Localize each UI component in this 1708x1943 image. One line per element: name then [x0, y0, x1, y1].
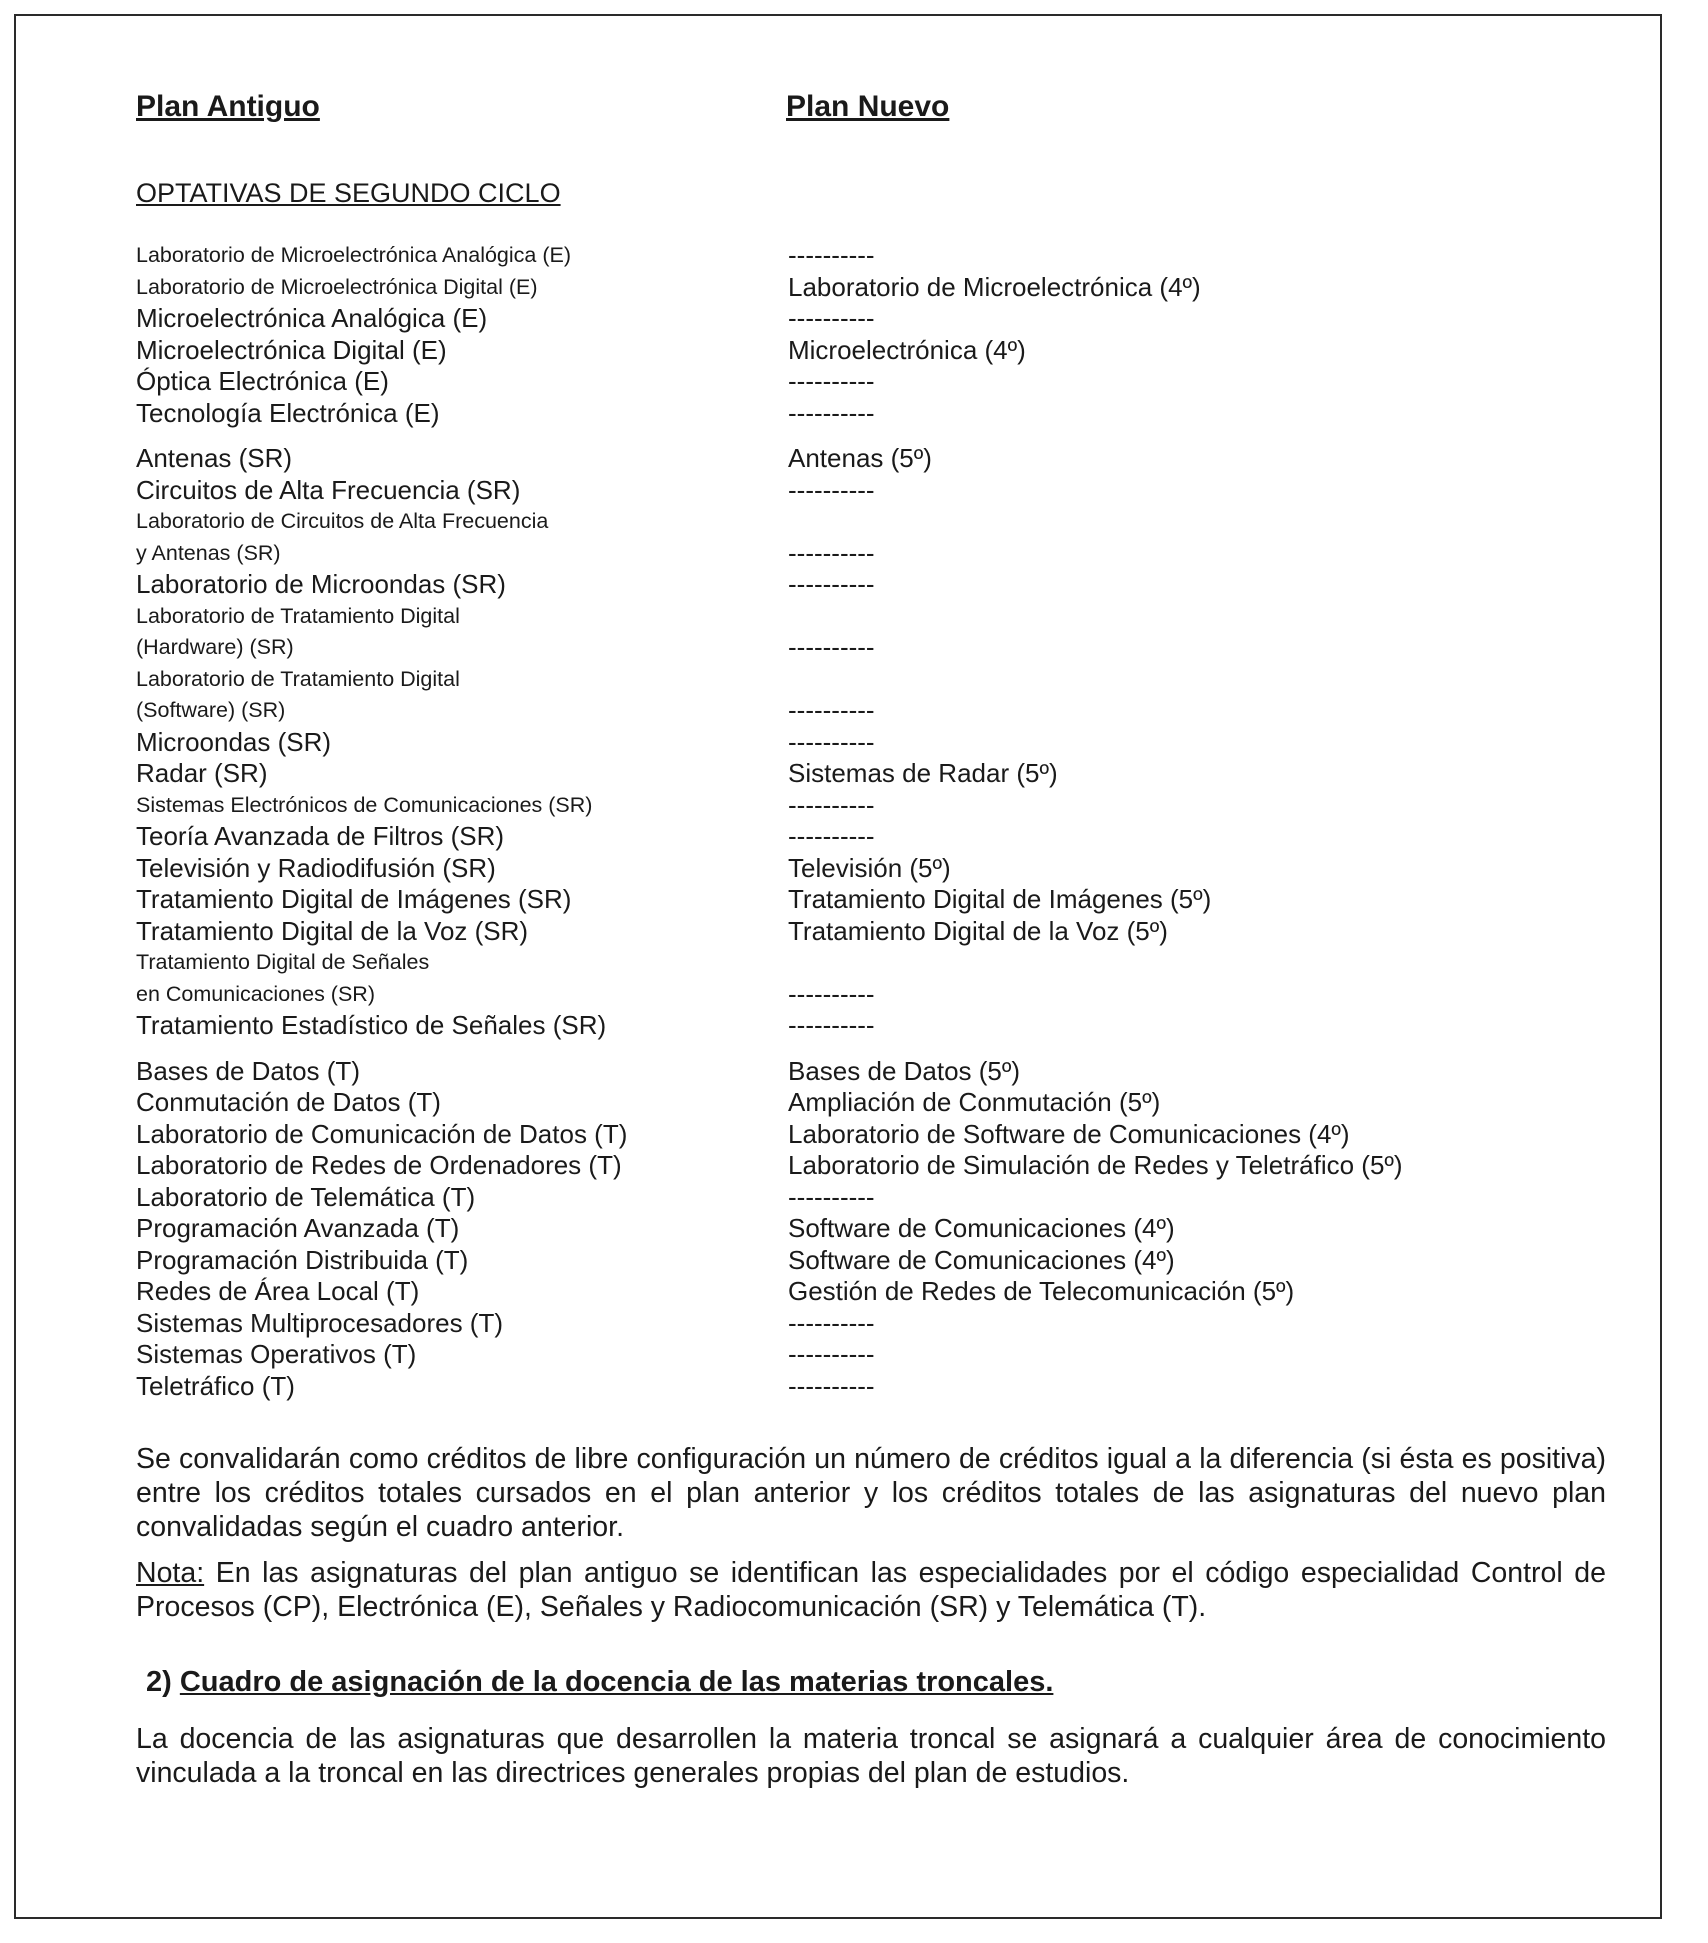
old-subject: Televisión y Radiodifusión (SR)	[136, 852, 496, 883]
table-row	[136, 1276, 1616, 1308]
new-subject: Bases de Datos (5º)	[788, 1055, 1021, 1086]
table-row	[136, 475, 1616, 507]
old-subject: Laboratorio de Telemática (T)	[136, 1181, 476, 1212]
table-row	[136, 1308, 1616, 1340]
nota-paragraph	[136, 1556, 1606, 1624]
table-row	[136, 1119, 1616, 1151]
old-subject: Sistemas Multiprocesadores (T)	[136, 1307, 503, 1338]
old-subject: Tratamiento Digital de Señales en Comunicaciones (SR)	[136, 950, 430, 1006]
table-row	[136, 1087, 1616, 1119]
table-row	[136, 272, 1616, 304]
table-row	[136, 727, 1616, 759]
new-plan-header: Plan Nuevo	[786, 90, 950, 123]
table-row	[136, 790, 1616, 822]
section-2-heading	[136, 1666, 1616, 1706]
old-subject: Circuitos de Alta Frecuencia (SR)	[136, 474, 521, 505]
table-row	[136, 916, 1616, 948]
new-subject: ----------	[788, 821, 875, 851]
new-subject: Ampliación de Conmutación (5º)	[788, 1087, 1161, 1117]
section-title: OPTATIVAS DE SEGUNDO CICLO	[136, 178, 561, 208]
old-subject: Laboratorio de Tratamiento Digital (Hardware) (SR)	[136, 603, 460, 659]
old-subject: Teoría Avanzada de Filtros (SR)	[136, 821, 505, 851]
old-subject: Tecnología Electrónica (E)	[136, 397, 440, 428]
section-2-number: 2)	[146, 1666, 180, 1698]
old-subject: Conmutación de Datos (T)	[136, 1087, 441, 1117]
old-subject: Laboratorio de Circuitos de Alta Frecuencia y Antenas (SR)	[136, 509, 549, 565]
document-body	[136, 90, 1616, 1790]
table-row	[136, 398, 1616, 430]
table-row	[136, 1010, 1616, 1042]
old-subject: Tratamiento Digital de la Voz (SR)	[136, 915, 529, 946]
new-subject: ----------	[788, 1339, 875, 1369]
new-subject: ----------	[788, 569, 875, 599]
old-subject: Laboratorio de Comunicación de Datos (T)	[136, 1118, 628, 1149]
new-subject: ----------	[788, 1307, 875, 1338]
credits-paragraph: Se convalidarán como créditos de libre configuración un número de créditos igual a la diferencia (si ésta es positiva) entre los créditos totales cursados en el plan anterior y los créditos totales de las asignaturas del nuevo plan convalidadas según el cuadro anterior.	[136, 1443, 1606, 1543]
old-subject: Microondas (SR)	[136, 726, 332, 757]
old-subject: Redes de Área Local (T)	[136, 1276, 420, 1306]
docencia-paragraph: La docencia de las asignaturas que desarrollen la materia troncal se asignará a cualquier área de conocimiento vinculada a la troncal en las directrices generales propias del plan de estudios.	[136, 1723, 1606, 1789]
table-row	[136, 240, 1616, 272]
old-subject: Sistemas Electrónicos de Comunicaciones (SR)	[136, 792, 593, 817]
table-row	[136, 1213, 1616, 1245]
table-row	[136, 821, 1616, 853]
old-subject: Laboratorio de Microelectrónica Analógica (E)	[136, 243, 572, 267]
old-subject: Laboratorio de Tratamiento Digital (Software) (SR)	[136, 666, 460, 722]
nota-label: Nota:	[136, 1557, 205, 1589]
new-subject: ----------	[788, 1370, 875, 1401]
old-subject: Óptica Electrónica (E)	[136, 366, 389, 396]
old-subject: Teletráfico (T)	[136, 1370, 295, 1401]
table-row	[136, 664, 1616, 727]
subject-group	[136, 443, 1616, 1042]
table-row	[136, 1371, 1616, 1403]
equivalence-table	[136, 240, 1616, 1402]
table-row	[136, 947, 1616, 1010]
new-subject: ----------	[788, 632, 875, 662]
table-row	[136, 335, 1616, 367]
old-subject: Sistemas Operativos (T)	[136, 1339, 417, 1369]
table-row	[136, 366, 1616, 398]
subject-group	[136, 1056, 1616, 1403]
new-subject: Laboratorio de Software de Comunicaciones (4º)	[788, 1118, 1350, 1149]
old-subject: Microelectrónica Analógica (E)	[136, 303, 488, 333]
old-subject: Programación Distribuida (T)	[136, 1244, 469, 1275]
section-2-title: Cuadro de asignación de la docencia de las materias troncales.	[179, 1666, 1054, 1698]
table-row	[136, 506, 1616, 569]
old-subject: Tratamiento Digital de Imágenes (SR)	[136, 884, 572, 914]
new-subject: ----------	[788, 474, 875, 505]
new-subject: Tratamiento Digital de Imágenes (5º)	[788, 884, 1212, 914]
new-subject: ----------	[788, 726, 875, 757]
table-row	[136, 303, 1616, 335]
new-subject: Antenas (5º)	[788, 443, 932, 473]
old-plan-header: Plan Antiguo	[136, 90, 320, 123]
subject-group	[136, 240, 1616, 429]
new-subject: Laboratorio de Simulación de Redes y Teletráfico (5º)	[788, 1150, 1403, 1180]
table-row	[136, 569, 1616, 601]
new-subject: ----------	[788, 1181, 875, 1212]
new-subject: ----------	[788, 789, 875, 820]
new-subject: ----------	[788, 240, 875, 270]
new-subject: ----------	[788, 303, 875, 333]
table-row	[136, 758, 1616, 790]
old-subject: Tratamiento Estadístico de Señales (SR)	[136, 1010, 607, 1040]
table-row	[136, 601, 1616, 664]
old-subject: Programación Avanzada (T)	[136, 1213, 460, 1243]
new-subject: ----------	[788, 1010, 875, 1040]
old-subject: Laboratorio de Microelectrónica Digital (E)	[136, 274, 538, 299]
table-row	[136, 853, 1616, 885]
table-row	[136, 1339, 1616, 1371]
new-subject: Microelectrónica (4º)	[788, 334, 1026, 365]
new-subject: ----------	[788, 978, 875, 1009]
new-subject: ----------	[788, 366, 875, 396]
table-row	[136, 1182, 1616, 1214]
old-subject: Bases de Datos (T)	[136, 1055, 360, 1086]
new-subject: ----------	[788, 537, 875, 568]
old-subject: Laboratorio de Microondas (SR)	[136, 569, 506, 599]
new-subject: Tratamiento Digital de la Voz (5º)	[788, 915, 1168, 946]
new-subject: ----------	[788, 695, 875, 725]
new-subject: Laboratorio de Microelectrónica (4º)	[788, 271, 1201, 302]
new-subject: Televisión (5º)	[788, 852, 951, 883]
old-subject: Laboratorio de Redes de Ordenadores (T)	[136, 1150, 622, 1180]
table-row	[136, 884, 1616, 916]
nota-text: En las asignaturas del plan antiguo se identifican las especialidades por el código especialidad Control de Procesos (CP), Electrónica (E), Señales y Radiocomunicación (SR) y Telemática (T).	[136, 1557, 1606, 1623]
table-row	[136, 1245, 1616, 1277]
new-subject: Software de Comunicaciones (4º)	[788, 1244, 1175, 1275]
column-headers	[136, 90, 1616, 134]
table-row	[136, 1150, 1616, 1182]
table-row	[136, 443, 1616, 475]
new-subject: Gestión de Redes de Telecomunicación (5º)	[788, 1276, 1295, 1306]
new-subject: Software de Comunicaciones (4º)	[788, 1213, 1175, 1243]
new-subject: ----------	[788, 397, 875, 428]
new-subject: Sistemas de Radar (5º)	[788, 758, 1058, 788]
old-subject: Radar (SR)	[136, 758, 268, 788]
old-subject: Microelectrónica Digital (E)	[136, 334, 447, 365]
old-subject: Antenas (SR)	[136, 443, 293, 473]
table-row	[136, 1056, 1616, 1088]
